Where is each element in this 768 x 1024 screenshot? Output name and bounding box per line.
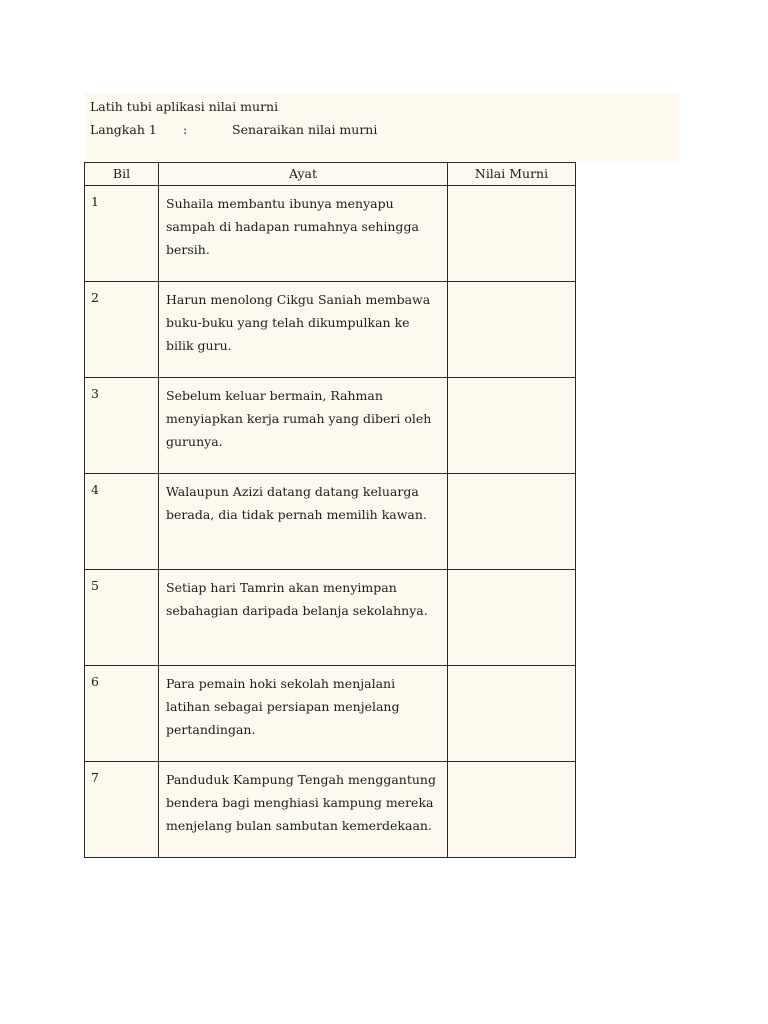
row-number: 2 [85,282,159,378]
table-row [85,474,576,570]
row-number: 6 [85,666,159,762]
sentence-cell: Panduduk Kampung Tengah menggantung bendera bagi menghiasi kampung mereka menjelang bulan sambutan kemerdekaan. [159,762,448,858]
row-number: 1 [85,186,159,282]
sentence-cell: Suhaila membantu ibunya menyapu sampah di hadapan rumahnya sehingga bersih. [159,186,448,282]
column-header-ayat: Ayat [159,163,448,186]
row-number: 5 [85,570,159,666]
answer-cell[interactable] [448,282,576,378]
step-instruction: Senaraikan nilai murni [232,122,378,137]
table-header-row [85,163,576,186]
answer-cell[interactable] [448,762,576,858]
table-row [85,666,576,762]
sentence-cell: Sebelum keluar bermain, Rahman menyiapkan kerja rumah yang diberi oleh gurunya. [159,378,448,474]
row-number: 3 [85,378,159,474]
table-row [85,570,576,666]
table-row [85,378,576,474]
answer-cell[interactable] [448,570,576,666]
answer-cell[interactable] [448,378,576,474]
sentence-cell: Setiap hari Tamrin akan menyimpan sebahagian daripada belanja sekolahnya. [159,570,448,666]
worksheet-title: Latih tubi aplikasi nilai murni [90,99,279,114]
table-row [85,282,576,378]
answer-cell[interactable] [448,186,576,282]
answer-cell[interactable] [448,474,576,570]
column-header-nilai-murni: Nilai Murni [448,163,576,186]
row-number: 4 [85,474,159,570]
column-header-bil: Bil [85,163,159,186]
table-row [85,762,576,858]
table-row [85,186,576,282]
row-number: 7 [85,762,159,858]
sentence-cell: Walaupun Azizi datang datang keluarga berada, dia tidak pernah memilih kawan. [159,474,448,570]
step-label: Langkah 1 [90,122,157,137]
values-worksheet-table [84,162,576,858]
answer-cell[interactable] [448,666,576,762]
step-colon: : [183,122,188,137]
sentence-cell: Harun menolong Cikgu Saniah membawa buku-buku yang telah dikumpulkan ke bilik guru. [159,282,448,378]
sentence-cell: Para pemain hoki sekolah menjalani latihan sebagai persiapan menjelang pertandingan. [159,666,448,762]
